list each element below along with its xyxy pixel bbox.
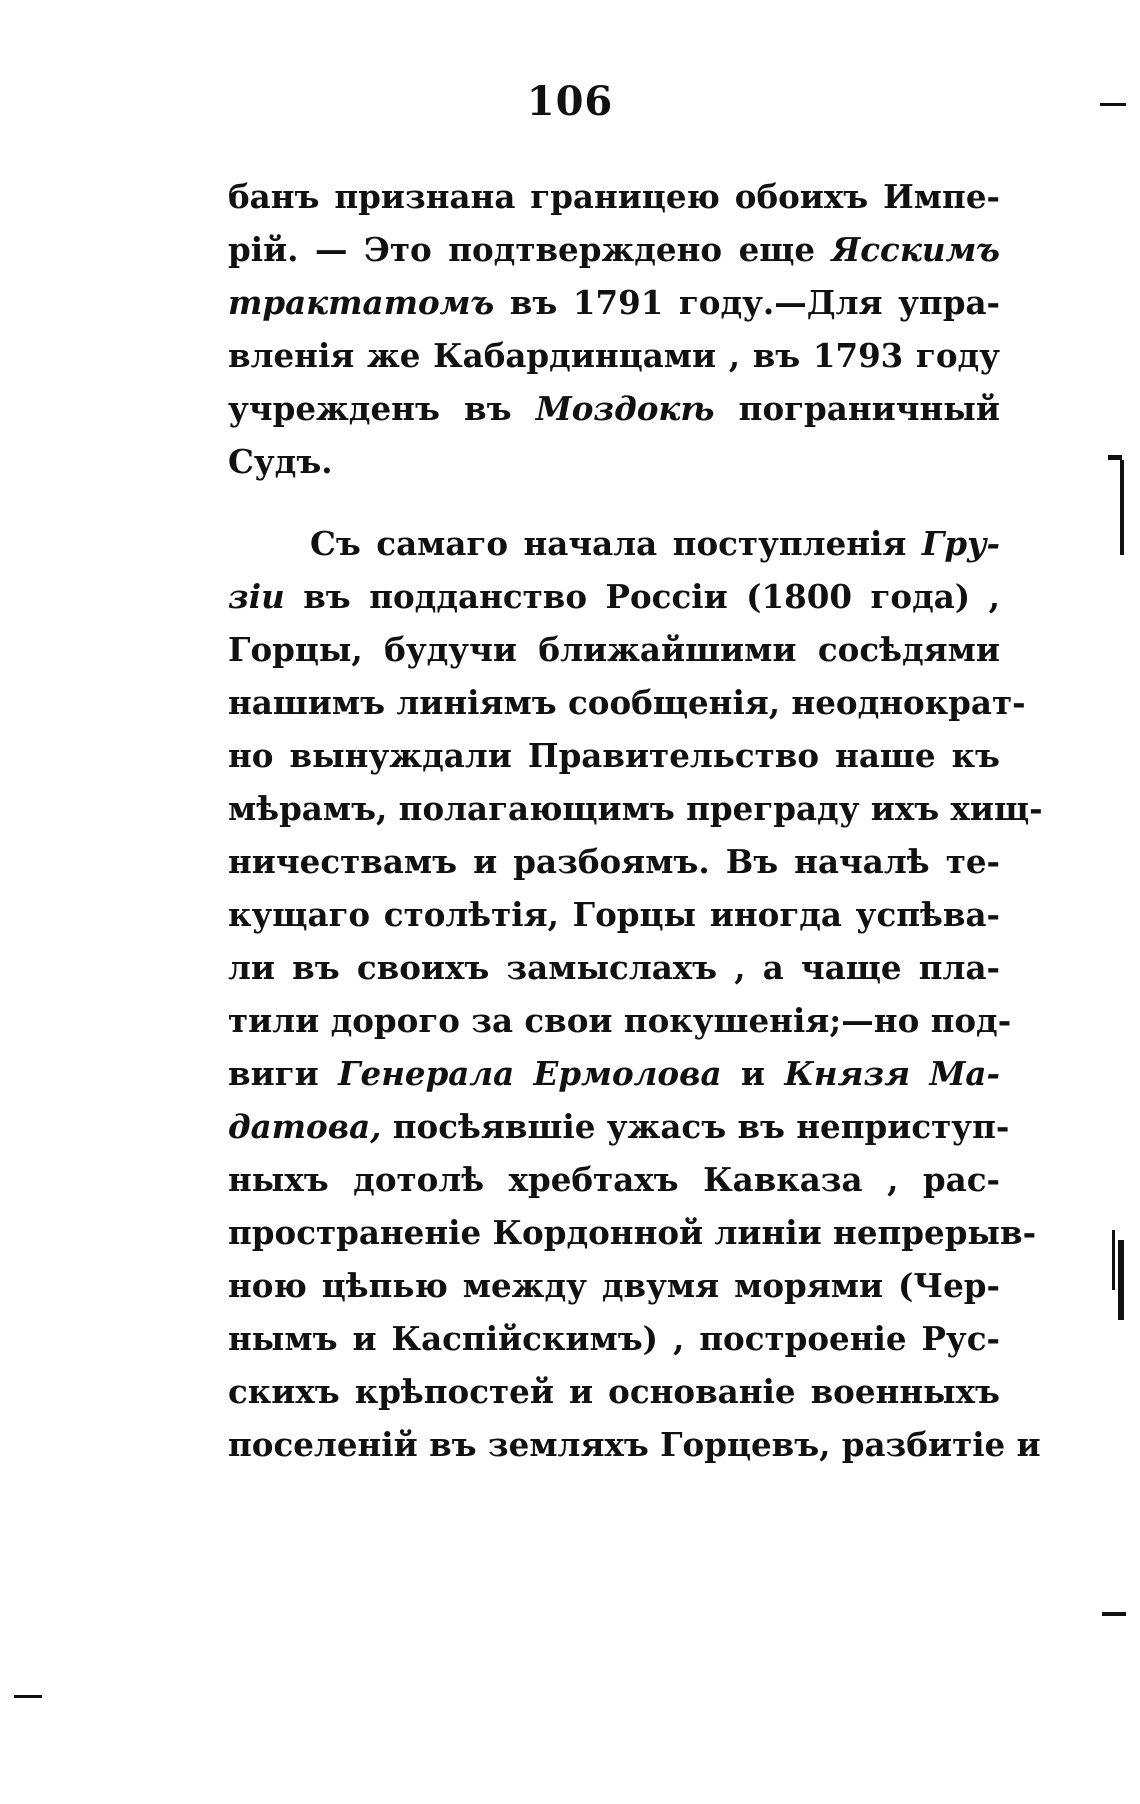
italic-text: датова, xyxy=(228,1107,382,1146)
margin-mark xyxy=(1118,1240,1124,1320)
text-line xyxy=(228,1312,1000,1365)
text-segment: но вынуждали Правительство наше къ xyxy=(228,736,1000,775)
margin-mark xyxy=(1100,103,1126,106)
text-line xyxy=(228,729,1000,782)
text-line xyxy=(228,1206,1037,1259)
text-segment: учрежденъ въ xyxy=(228,389,536,428)
text-line xyxy=(228,782,1043,835)
margin-mark xyxy=(1102,1612,1126,1616)
italic-text: Князя Ма- xyxy=(784,1054,1000,1093)
text-segment: поселеній въ земляхъ Горцевъ, разбитіе и xyxy=(228,1425,1041,1464)
margin-mark xyxy=(1112,1230,1115,1290)
margin-mark xyxy=(1120,460,1124,555)
italic-text: Ясскимъ xyxy=(831,230,1000,269)
italic-text: Гру- xyxy=(921,524,1000,563)
text-segment: и xyxy=(721,1054,785,1093)
paragraph-1 xyxy=(228,170,1000,488)
text-line xyxy=(228,1100,1010,1153)
text-line xyxy=(228,570,1000,623)
text-line xyxy=(228,941,1000,994)
paragraph-2 xyxy=(228,517,1043,1471)
text-line xyxy=(228,1259,1000,1312)
text-segment: ли въ своихъ замыслахъ , а чаще пла- xyxy=(228,948,1000,987)
text-segment: тили дорого за свои покушенія;—но под- xyxy=(228,1001,1012,1040)
text-segment: пространеніе Кордонной линіи непрерыв- xyxy=(228,1213,1037,1252)
text-segment: посѣявшіе ужасъ въ неприступ- xyxy=(381,1107,1010,1146)
text-segment: виги xyxy=(228,1054,339,1093)
margin-mark xyxy=(14,1695,42,1698)
italic-text: трактатомъ xyxy=(228,283,495,322)
text-line xyxy=(228,382,1000,435)
text-line xyxy=(228,517,1000,570)
page-number: 106 xyxy=(526,78,614,125)
text-line xyxy=(228,223,1000,276)
text-line xyxy=(228,1365,1000,1418)
text-line xyxy=(228,676,1026,729)
text-line xyxy=(228,835,1000,888)
text-line xyxy=(228,623,1000,676)
text-segment: скихъ крѣпостей и основаніе военныхъ xyxy=(228,1372,1000,1411)
text-segment: Судъ. xyxy=(228,442,333,481)
text-line xyxy=(228,1047,1000,1100)
text-line xyxy=(228,888,1000,941)
text-segment: пограничный xyxy=(714,389,1000,428)
text-segment: вленія же Кабардинцами , въ 1793 году xyxy=(228,336,1000,375)
text-line xyxy=(228,1153,1000,1206)
text-segment: ничествамъ и разбоямъ. Въ началѣ те- xyxy=(228,842,1000,881)
text-line xyxy=(228,276,1000,329)
text-line xyxy=(228,170,1000,223)
text-segment: ною цѣпью между двумя морями (Чер- xyxy=(228,1266,1000,1305)
text-segment: ныхъ дотолѣ хребтахъ Кавказа , рас- xyxy=(228,1160,1000,1199)
text-segment: въ подданство Россіи (1800 года) , xyxy=(284,577,1000,616)
text-segment: Горцы, будучи ближайшими сосѣдями xyxy=(228,630,1000,669)
text-line xyxy=(228,994,1012,1047)
text-line xyxy=(228,1418,1041,1471)
italic-text: зіи xyxy=(228,577,285,616)
text-line xyxy=(228,329,1000,382)
text-segment: Съ самаго начала поступленія xyxy=(310,524,922,563)
text-segment: банъ признана границею обоихъ Импе- xyxy=(228,177,1000,216)
text-line xyxy=(228,435,1000,488)
text-segment: кущаго столѣтія, Горцы иногда успѣва- xyxy=(228,895,1000,934)
italic-text: Генерала Ермолова xyxy=(338,1054,722,1093)
text-segment: рій. — Это подтверждено еще xyxy=(228,230,832,269)
text-segment: мѣрамъ, полагающимъ преграду ихъ хищ- xyxy=(228,789,1043,828)
text-segment: нашимъ линіямъ сообщенія, неоднократ- xyxy=(228,683,1026,722)
italic-text: Моздокѣ xyxy=(535,389,715,428)
text-segment: нымъ и Каспійскимъ) , построеніе Рус- xyxy=(228,1319,1000,1358)
text-segment: въ 1791 году.—Для упра- xyxy=(494,283,1000,322)
